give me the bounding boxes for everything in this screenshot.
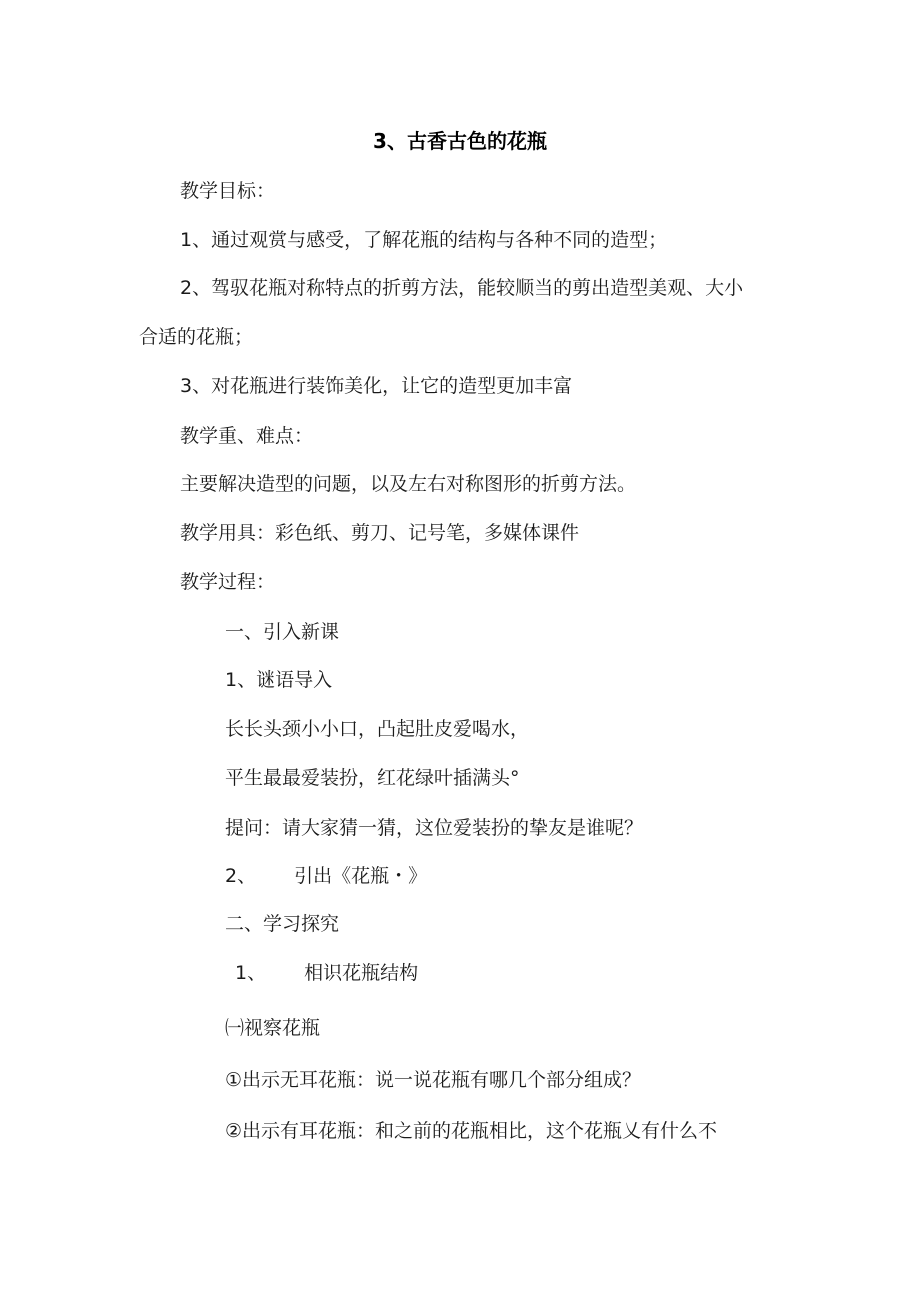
question-line: 提问：请大家猜一猜，这位爱装扮的挚友是谁呢？ [225,817,644,839]
goal-1: 1、通过观赏与感受，了解花瓶的结构与各种不同的造型； [180,229,668,251]
observe-step-1: ①出示无耳花瓶：说一说花瓶有哪几个部分组成？ [225,1069,642,1091]
riddle-line-2: 平生最最爱装扮，红花绿叶插满头° [225,767,520,789]
observe-step-2: ②出示有耳花瓶：和之前的花瓶相比，这个花瓶乂有什么不 [225,1120,718,1142]
teaching-process-heading: 教学过程： [180,571,276,593]
item-number: 1、 [235,962,267,984]
document-title: 3、古香古色的花瓶 [373,129,547,153]
section-one-heading: 一、引入新课 [225,621,340,643]
observe-vase-heading: ㈠视察花瓶 [225,1017,321,1039]
goal-2-continued: 合适的花瓶； [139,326,254,348]
goal-3: 3、对花瓶进行装饰美化，让它的造型更加丰富 [180,375,573,397]
riddle-line-1: 长长头颈小小口，凸起肚皮爱喝水， [225,718,530,740]
teaching-goals-heading: 教学目标： [180,180,276,202]
key-points-heading: 教学重、难点： [180,425,314,447]
numbered-item-vase-structure [235,960,418,986]
numbered-item-introduce-vase [225,863,427,889]
item-text: 引出《花瓶・》 [294,865,428,887]
section-two-heading: 二、学习探究 [225,913,340,935]
item-number: 2、 [225,865,257,887]
teaching-tools: 教学用具：彩色纸、剪刀、记号笔，多媒体课件 [180,522,580,544]
key-points-text: 主要解决造型的问题，以及左右对称图形的折剪方法。 [180,473,637,495]
riddle-intro: 1、谜语导入 [225,669,333,691]
goal-2: 2、驾驭花瓶对称特点的折剪方法，能较顺当的剪出造型美观、大小 [180,277,744,299]
item-text: 相识花瓶结构 [304,962,419,984]
